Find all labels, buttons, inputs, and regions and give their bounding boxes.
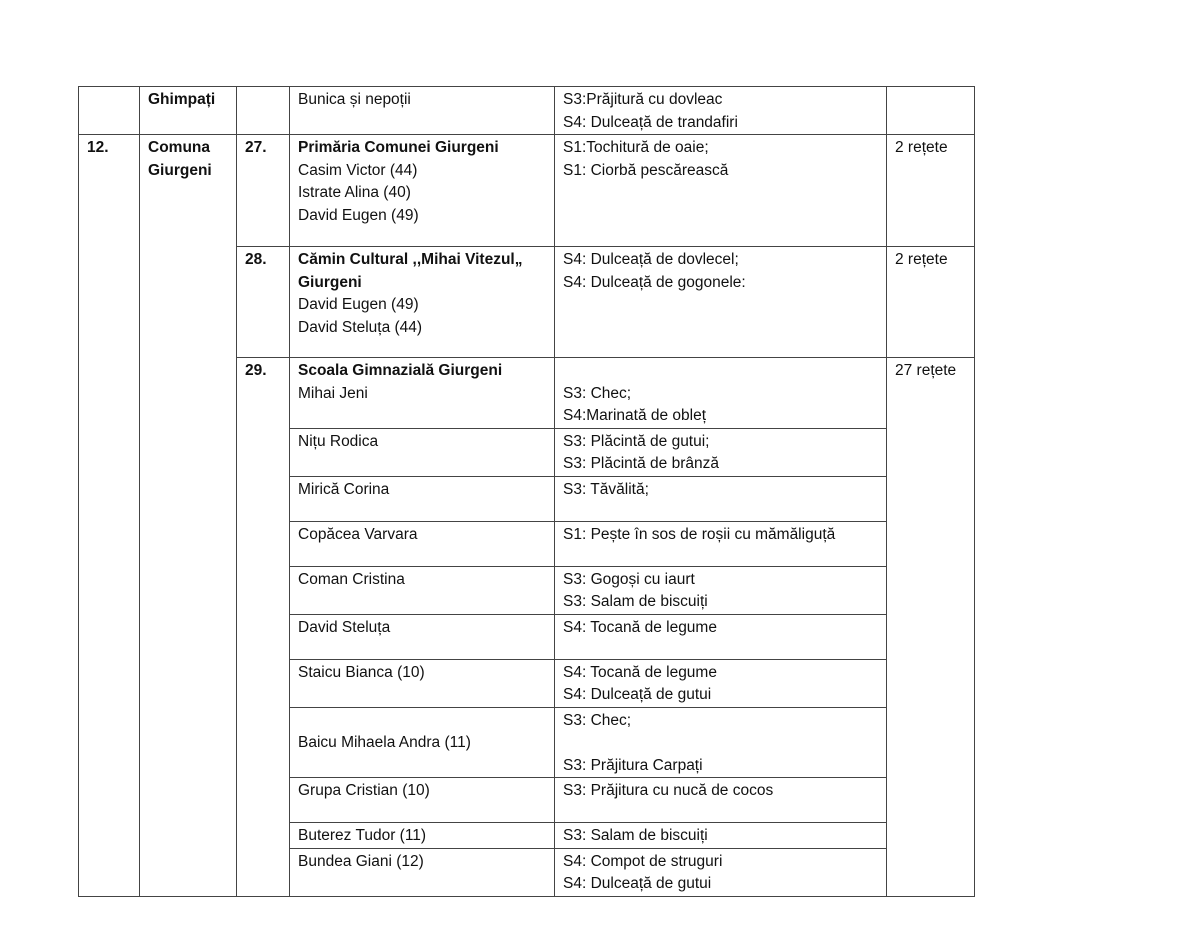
count-cell: 27 rețete [887,358,975,897]
institution-name: Primăria Comunei Giurgeni [298,139,499,156]
recipe-cell: S3: Tăvălită; [555,476,887,521]
count-cell [887,87,975,135]
institution-name: Scoala Gimnazială Giurgeni [298,362,503,379]
participant-cell: Staicu Bianca (10) [290,659,555,707]
participant-cell: Nițu Rodica [290,428,555,476]
entry-number-cell: 28. [237,247,290,358]
commune-cell: Comuna Giurgeni [140,135,237,897]
recipe-cell: S4: Compot de struguri S4: Dulceață de gutui [555,848,887,896]
recipe-cell: S3: Salam de biscuiți [555,823,887,849]
entry-number-cell: 27. [237,135,290,247]
recipes-table [78,86,975,897]
document-page [78,86,974,897]
recipe-cell: S3: Chec; S3: Prăjitura Carpați [555,707,887,778]
entry-number-cell: 29. [237,358,290,897]
number-cell [79,87,140,135]
count-cell: 2 rețete [887,247,975,358]
recipe-cell: S3: Plăcintă de gutui; S3: Plăcintă de brânză [555,428,887,476]
participant-cell: Coman Cristina [290,566,555,614]
participant-cell: Copăcea Varvara [290,521,555,566]
recipe-cell: S4: Dulceață de dovlecel; S4: Dulceață de gogonele: [555,247,887,358]
participant-cell: Grupa Cristian (10) [290,778,555,823]
number-cell: 12. [79,135,140,897]
commune-cell: Ghimpați [140,87,237,135]
entry-number-cell [237,87,290,135]
recipe-cell: S3:Prăjitură cu dovleac S4: Dulceață de trandafiri [555,87,887,135]
recipe-cell: S3: Chec; S4:Marinată de obleț [555,358,887,429]
recipe-cell: S1:Tochitură de oaie; S1: Ciorbă pescărească [555,135,887,247]
recipe-cell: S4: Tocană de legume [555,614,887,659]
participant-cell: Bundea Giani (12) [290,848,555,896]
recipe-cell: S1: Pește în sos de roșii cu mămăliguță [555,521,887,566]
participant-cell: Bunica și nepoții [290,87,555,135]
institution-name: Cămin Cultural ,,Mihai Vitezul„ [298,251,523,268]
participant-cell: Buterez Tudor (11) [290,823,555,849]
participant-cell: Primăria Comunei Giurgeni Casim Victor (44) Istrate Alina (40) David Eugen (49) [290,135,555,247]
participant-cell: Cămin Cultural ,,Mihai Vitezul„ Giurgeni David Eugen (49) David Steluța (44) [290,247,555,358]
table-row [79,87,975,135]
participant-cell: Baicu Mihaela Andra (11) [290,707,555,778]
participant-cell: Scoala Gimnazială Giurgeni Mihai Jeni [290,358,555,429]
recipe-cell: S3: Gogoși cu iaurt S3: Salam de biscuiți [555,566,887,614]
participant-cell: Mirică Corina [290,476,555,521]
participant-cell: David Steluța [290,614,555,659]
recipe-cell: S4: Tocană de legume S4: Dulceață de gutui [555,659,887,707]
table-row [79,135,975,247]
recipe-cell: S3: Prăjitura cu nucă de cocos [555,778,887,823]
count-cell: 2 rețete [887,135,975,247]
